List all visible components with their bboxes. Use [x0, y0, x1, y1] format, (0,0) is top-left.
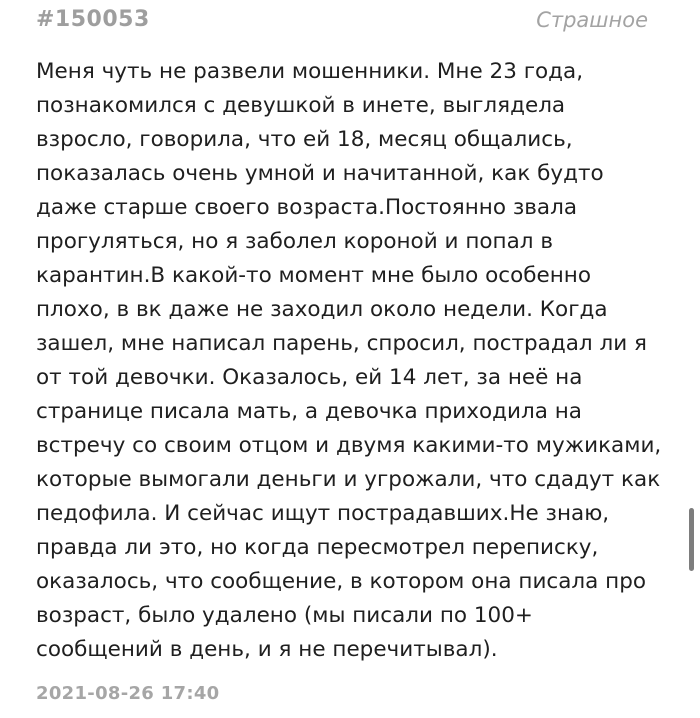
story-line: которые вымогали деньги и угрожали, что сдадут как [36, 467, 661, 492]
post-id[interactable]: #150053 [36, 7, 150, 32]
story-line: прогуляться, но я заболел короной и попал в [36, 229, 554, 254]
story-line: правда ли это, но когда пересмотрел переписку, [36, 535, 599, 560]
story-line: познакомился с девушкой в инете, выглядела [36, 93, 566, 118]
story-line: странице писала мать, а девочка приходила на [36, 399, 582, 424]
story-line: педофила. И сейчас ищут пострадавших.Не знаю, [36, 501, 610, 526]
story-line: от той девочки. Оказалось, ей 14 лет, за неё на [36, 365, 583, 390]
story-line: взросло, говорила, что ей 18, месяц общались, [36, 127, 573, 152]
story-line: встречу со своим отцом и двумя какими-то мужиками, [36, 433, 662, 458]
story-line: оказалось, что сообщение, в котором она писала про [36, 569, 647, 594]
story-line: даже старше своего возраста.Постоянно звала [36, 195, 578, 220]
story-line: сообщений в день, и я не перечитывал). [36, 637, 498, 662]
story-line: Меня чуть не развели мошенники. Мне 23 года, [36, 59, 584, 84]
story-line: карантин.В какой-то момент мне было особенно [36, 263, 591, 288]
story-line: показалась очень умной и начитанной, как будто [36, 161, 604, 186]
story-line: возраст, было удалено (мы писали по 100+ [36, 603, 533, 628]
story-line: зашел, мне написал парень, спросил, пострадал ли я [36, 331, 647, 356]
scrollbar-thumb[interactable] [689, 508, 694, 571]
post-timestamp: 2021-08-26 17:40 [36, 683, 220, 704]
story-line: плохо, в вк даже не заходил около недели. Когда [36, 297, 608, 322]
story-text [36, 55, 676, 667]
post-category[interactable]: Страшное [536, 8, 648, 32]
